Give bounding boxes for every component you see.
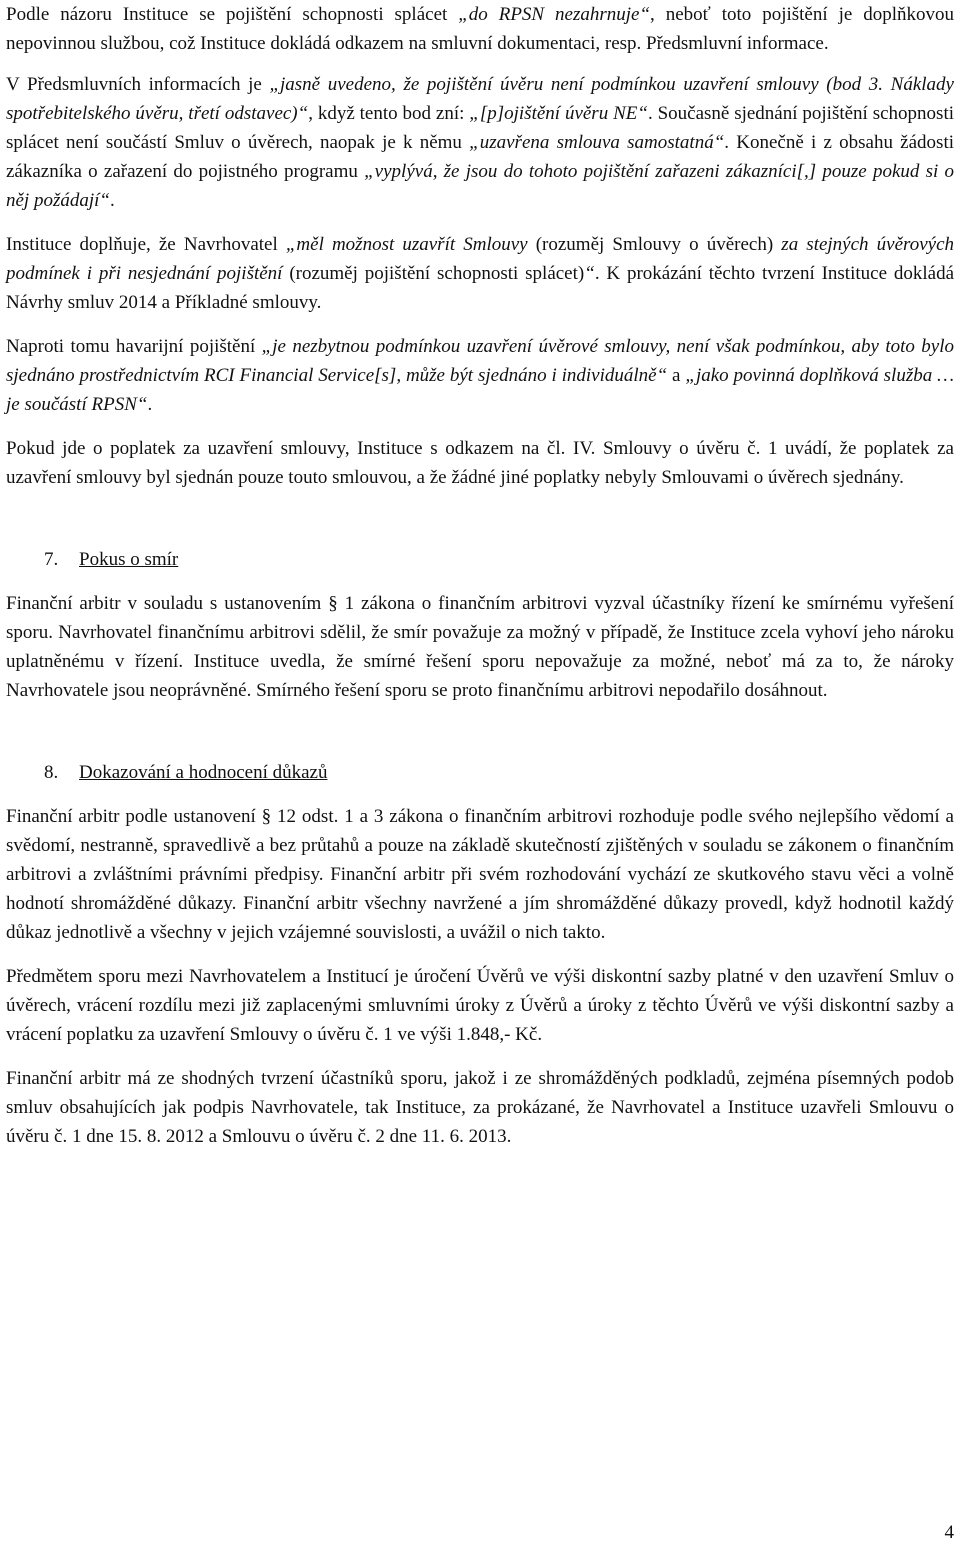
text-run: . Současně sjednání pojištění schopnosti splácet není součástí Smluv o úvěrech, naopak je k němu <box>6 103 954 153</box>
text-run: . Konečně i z obsahu žádosti zákazníka o zařazení do pojistného programu <box>6 132 954 182</box>
text-run: (rozuměj pojištění schopnosti splácet) <box>282 263 585 284</box>
paragraph-casco-insurance <box>6 332 954 419</box>
text-run: Podle názoru Instituce se pojištění schopnosti splácet <box>6 4 459 25</box>
text-run: V Předsmluvních informacích je <box>6 74 270 95</box>
paragraph-arbiter-decides: Finanční arbitr podle ustanovení § 12 odst. 1 a 3 zákona o finančním arbitrovi rozhoduje podle svého nejlepšího vědomí a svědomí, nestranně, spravedlivě a bez průtahů a pouze na základě skutečností zjištěných v souladu se zákonem o finančním arbitrovi a zvláštními právními předpisy. Finanční arbitr při svém rozhodování vychází ze skutkového stavu věci a volně hodnotí shromážděné důkazy. Finanční arbitr všechny navržené a jím shromážděné důkazy provedl, když hodnotil každý důkaz jednotlivě a všechny v jejich vzájemné souvislosti, a uvážil o nich takto. <box>6 806 954 943</box>
quote-run: „uzavřena smlouva samostatná“ <box>469 132 725 153</box>
paragraph-institution-adds <box>6 230 954 317</box>
section-number: 7. <box>44 549 59 570</box>
quote-run: „jasně uvedeno, že pojištění úvěru není podmínkou uzavření smlouvy (bod 3. Náklady spotřebitelského úvěru, třetí odstavec)“ <box>6 74 954 124</box>
section-title: Pokus o smír <box>79 549 179 570</box>
section-number: 8. <box>44 762 59 783</box>
page-number: 4 <box>944 1522 954 1543</box>
text-run: Instituce doplňuje, že Navrhovatel <box>6 234 286 255</box>
text-run: Naproti tomu havarijní pojištění <box>6 336 262 357</box>
text-run: , neboť toto pojištění je doplňkovou nepovinnou službou, což Instituce dokládá odkazem na smluvní dokumentaci, resp. Předsmluvní informace. <box>6 4 954 54</box>
quote-run: „do RPSN nezahrnuje“ <box>458 4 651 25</box>
text-run: a <box>667 365 686 386</box>
quote-run: „měl možnost uzavřít Smlouvy <box>285 234 528 255</box>
paragraph-institution-opinion <box>6 0 954 58</box>
quote-run: „[p]ojištění úvěru NE“ <box>469 103 648 124</box>
paragraph-contract-fee: Pokud jde o poplatek za uzavření smlouvy, Instituce s odkazem na čl. IV. Smlouvy o úvěru č. 1 uvádí, že poplatek za uzavření smlouvy byl sjednán pouze touto smlouvou, a že žádné jiné poplatky nebyly Smlouvami o úvěrech sjednány. <box>6 438 954 488</box>
paragraph-precontract-info <box>6 70 954 215</box>
quote-run: za stejných úvěrových podmínek i při nesjednání pojištění <box>6 234 955 284</box>
paragraph-subject-of-dispute: Předmětem sporu mezi Navrhovatelem a Institucí je úročení Úvěrů ve výši diskontní sazby platné v den uzavření Smluv o úvěrech, vrácení rozdílu mezi již zaplacenými smluvními úroky z Úvěrů a úroky z těchto Úvěrů ve výši diskontní sazby a vrácení poplatku za uzavření Smlouvy o úvěru č. 1 ve výši 1.848,- Kč. <box>6 966 954 1045</box>
text-run: , když tento bod zní: <box>308 103 470 124</box>
quote-run: „je nezbytnou podmínkou uzavření úvěrové smlouvy, není však podmínkou, aby toto bylo sjednáno prostřednictvím RCI Financial Service[s], může být sjednáno i individuálně“ <box>6 336 954 386</box>
section-title: Dokazování a hodnocení důkazů <box>79 762 328 783</box>
text-run: . <box>147 394 153 415</box>
paragraph-contracts-proven: Finanční arbitr má ze shodných tvrzení účastníků sporu, jakož i ze shromážděných podkladů, zejména písemných podob smluv obsahujících jak podpis Navrhovatele, tak Instituce, za prokázané, že Navrhovatel a Instituce uzavřeli Smlouvu o úvěru č. 1 dne 15. 8. 2012 a Smlouvu o úvěru č. 2 dne 11. 6. 2013. <box>6 1068 954 1147</box>
quote-run: „jako povinná doplňková služba … je součástí RPSN“ <box>6 365 954 415</box>
text-run: (rozuměj Smlouvy o úvěrech) <box>527 234 782 255</box>
paragraph-settlement-attempt: Finanční arbitr v souladu s ustanovením § 1 zákona o finančním arbitrovi vyzval účastníky řízení ke smírnému vyřešení sporu. Navrhovatel finančnímu arbitrovi sdělil, že smír považuje za možný v případě, že Instituce zcela vyhoví jeho nároku uplatněnému v řízení. Instituce uvedla, že smírné řešení sporu nepovažuje za možné, neboť má za to, že nároky Navrhovatele jsou neoprávněné. Smírného řešení sporu se proto finančnímu arbitrovi nepodařilo dosáhnout. <box>6 593 954 701</box>
quote-run: „vyplývá, že jsou do tohoto pojištění zařazeni zákazníci[,] pouze pokud si o něj požádají“ <box>6 161 955 211</box>
section-heading-8 <box>6 758 954 787</box>
text-run: . <box>109 190 115 211</box>
text-run: . K prokázání těchto tvrzení Instituce dokládá Návrhy smluv 2014 a Příkladné smlouvy. <box>6 263 955 313</box>
section-heading-7 <box>6 545 954 574</box>
document-page <box>6 0 954 1151</box>
quote-run: “ <box>584 263 595 284</box>
